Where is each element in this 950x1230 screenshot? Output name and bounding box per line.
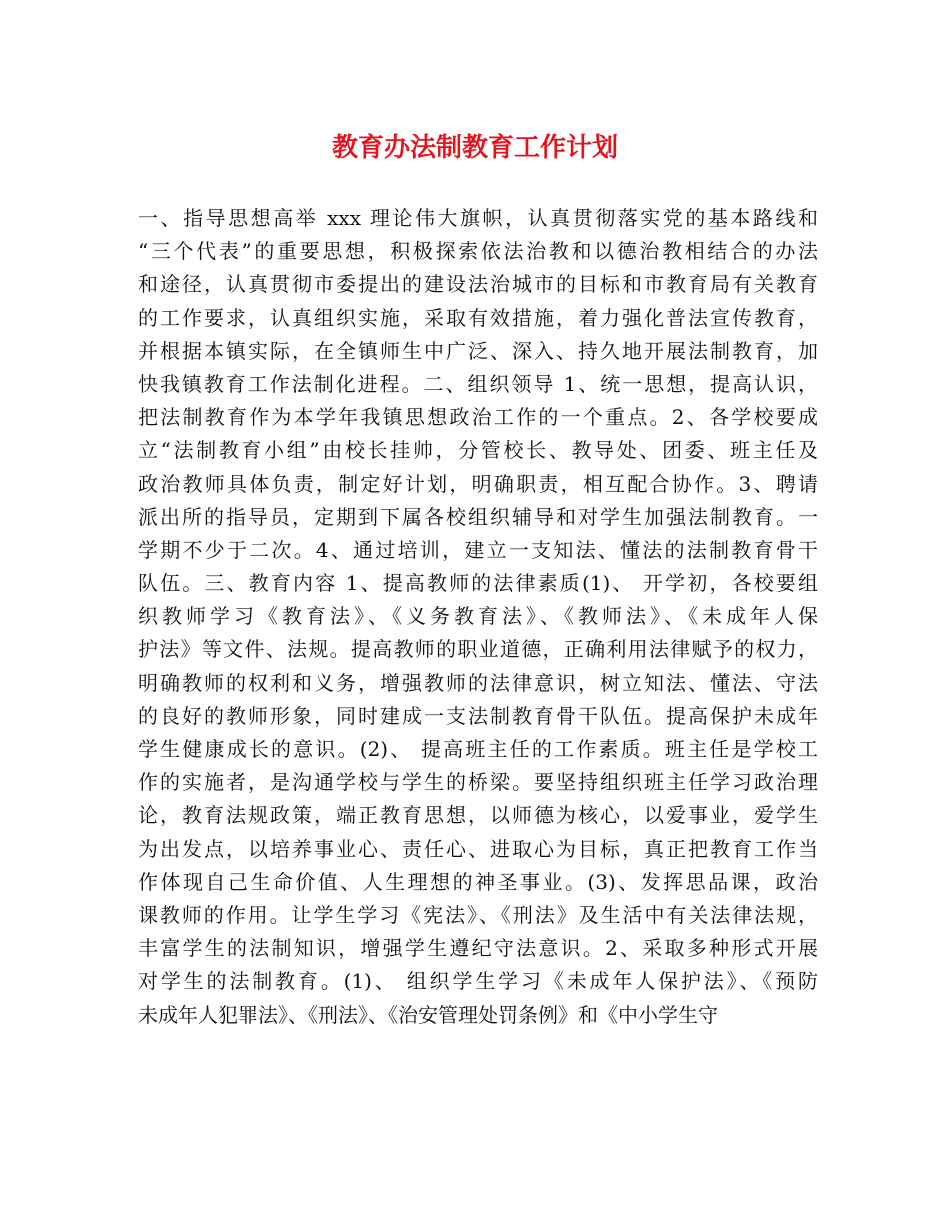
body-line: 护法》等文件、法规。提高教师的职业道德，正确利用法律赋予的权力，: [138, 637, 818, 662]
body-line: 未成年人犯罪法》、《刑法》、《治安管理处罚条例》和《中小学生守: [138, 1002, 718, 1027]
body-line: 和途径，认真贯彻市委提出的建设法治城市的目标和市教育局有关教育: [138, 272, 818, 297]
body-line: 把法制教育作为本学年我镇思想政治工作的一个重点。2、各学校要成: [138, 405, 818, 430]
body-line: “三个代表”的重要思想，积极探索依法治教和以德治教相结合的办法: [138, 239, 818, 264]
document-title: 教育办法制教育工作计划: [331, 133, 618, 163]
body-line: 学期不少于二次。4、通过培训，建立一支知法、懂法的法制教育骨干: [138, 537, 818, 562]
body-line: 课教师的作用。让学生学习《宪法》、《刑法》及生活中有关法律法规，: [138, 902, 818, 927]
body-line: 一、指导思想高举 xxx 理论伟大旗帜，认真贯彻落实党的基本路线和: [138, 206, 818, 230]
body-line: 明确教师的权利和义务，增强教师的法律意识，树立知法、懂法、守法: [138, 670, 818, 695]
body-line: 的良好的教师形象，同时建成一支法制教育骨干队伍。提高保护未成年: [138, 703, 818, 728]
body-line: 丰富学生的法制知识，增强学生遵纪守法意识。2、采取多种形式开展: [138, 936, 818, 961]
document-body: [138, 202, 818, 1032]
body-line: 作的实施者，是沟通学校与学生的桥梁。要坚持组织班主任学习政治理: [138, 770, 818, 795]
body-line: 的工作要求，认真组织实施，采取有效措施，着力强化普法宣传教育，: [138, 305, 818, 330]
body-line: 对学生的法制教育。(1)、 组织学生学习《未成年人保护法》、《预防: [138, 969, 818, 994]
body-line: 派出所的指导员，定期到下属各校组织辅导和对学生加强法制教育。一: [138, 504, 818, 529]
body-line: 学生健康成长的意识。(2)、 提高班主任的工作素质。班主任是学校工: [138, 737, 818, 761]
body-line: 并根据本镇实际，在全镇师生中广泛、深入、持久地开展法制教育，加: [138, 338, 818, 363]
body-line: 队伍。三、教育内容 1、提高教师的法律素质(1)、 开学初，各校要组: [138, 571, 818, 596]
body-line: 立“法制教育小组”由校长挂帅，分管校长、教导处、团委、班主任及: [138, 438, 818, 463]
body-line: 作体现自己生命价值、人生理想的神圣事业。(3)、发挥思品课，政治: [138, 869, 818, 894]
body-line: 论，教育法规政策，端正教育思想，以师德为核心，以爱事业，爱学生: [138, 803, 818, 828]
body-line: 织教师学习《教育法》、《义务教育法》、《教师法》、《未成年人保: [138, 604, 818, 629]
body-line: 为出发点，以培养事业心、责任心、进取心为目标，真正把教育工作当: [138, 836, 818, 861]
body-line: 快我镇教育工作法制化进程。二、组织领导 1、统一思想，提高认识，: [138, 371, 818, 396]
body-line: 政治教师具体负责，制定好计划，明确职责，相互配合协作。3、聘请: [138, 471, 818, 496]
